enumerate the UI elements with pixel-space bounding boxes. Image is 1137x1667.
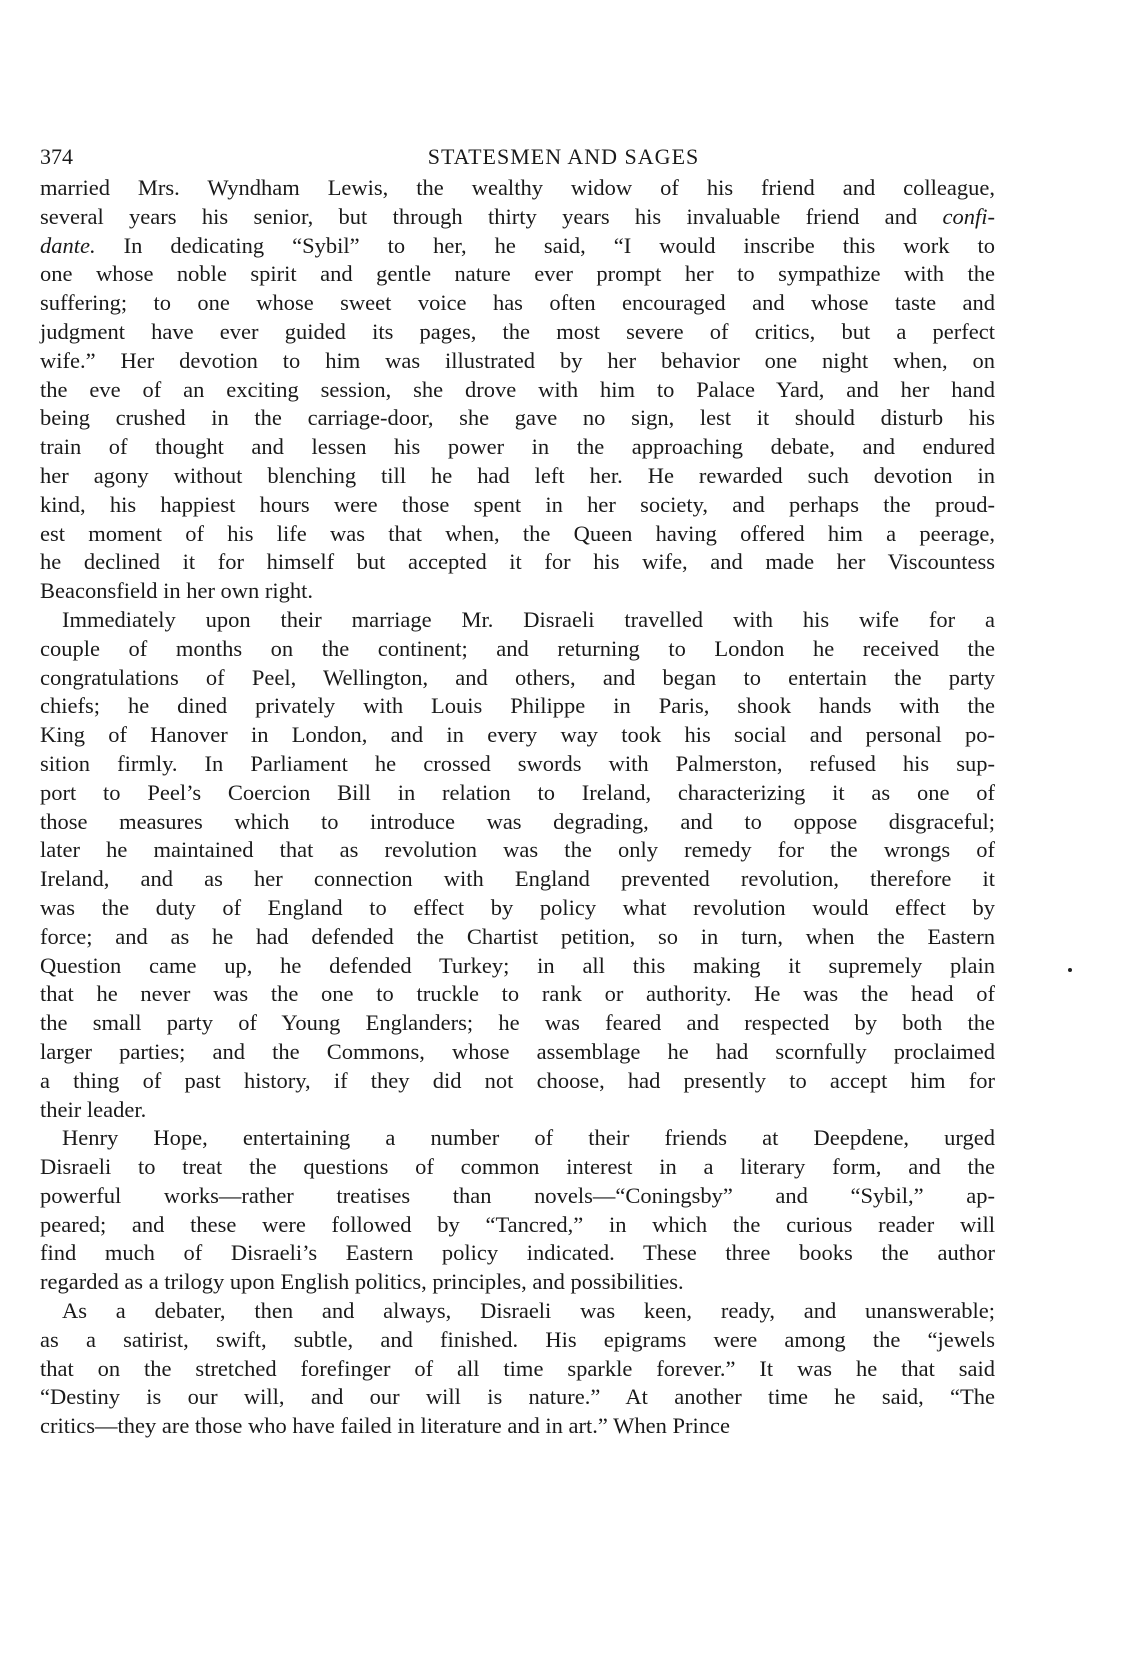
paragraph: [40, 174, 995, 606]
text-segment: regarded as a trilogy upon English politics, principles, and possibilities.: [40, 1269, 684, 1295]
text-line: [40, 894, 995, 923]
text-line: [40, 1153, 995, 1182]
text-segment: was the duty of England to effect by policy what revolution would effect by: [40, 894, 995, 920]
text-line: [40, 606, 995, 635]
text-segment: peared; and these were followed by “Tancred,” in which the curious reader will: [40, 1211, 995, 1237]
text-segment: that he never was the one to truckle to rank or authority. He was the head of: [40, 981, 995, 1007]
text-segment: several years his senior, but through thirty years his invaluable friend and: [40, 203, 943, 229]
text-line: [40, 462, 995, 491]
text-line: [40, 260, 995, 289]
text-line: [40, 1182, 995, 1211]
text-segment: As a debater, then and always, Disraeli was keen, ready, and unanswerable;: [62, 1298, 995, 1324]
text-segment: Beaconsfield in her own right.: [40, 578, 314, 604]
text-line: [40, 1009, 995, 1038]
italic-text: dante.: [40, 232, 96, 258]
text-line: [40, 664, 995, 693]
text-line: [40, 232, 995, 261]
text-line: [40, 635, 995, 664]
paragraph: [40, 606, 995, 1124]
text-line: [40, 1038, 995, 1067]
text-line: [40, 952, 995, 981]
text-segment: couple of months on the continent; and returning to London he received the: [40, 635, 995, 661]
running-title-text: STATESMEN AND SAGES: [427, 144, 700, 169]
text-segment: that on the stretched forefinger of all time sparkle forever.” It was he that said: [40, 1355, 995, 1381]
text-line: [40, 203, 995, 232]
text-line: [40, 779, 995, 808]
text-segment: those measures which to introduce was degrading, and to oppose disgraceful;: [40, 808, 995, 834]
text-line: [40, 520, 995, 549]
running-title: [0, 144, 1137, 170]
text-segment: King of Hanover in London, and in every way took his social and personal po-: [40, 722, 995, 748]
text-line: [40, 1412, 995, 1441]
text-line: [40, 376, 995, 405]
text-line: [40, 404, 995, 433]
text-line: [40, 1239, 995, 1268]
text-line: [40, 174, 995, 203]
text-line: [40, 1124, 995, 1153]
text-segment: port to Peel’s Coercion Bill in relation to Ireland, characterizing it as one of: [40, 779, 995, 805]
text-line: [40, 808, 995, 837]
text-segment: Disraeli to treat the questions of common interest in a literary form, and the: [40, 1154, 995, 1180]
text-line: [40, 865, 995, 894]
text-segment: critics—they are those who have failed in literature and in art.” When Prince: [40, 1413, 730, 1439]
text-line: [40, 1355, 995, 1384]
text-segment: In dedicating “Sybil” to her, he said, “I would inscribe this work to: [95, 232, 995, 258]
scan-speck: [1068, 968, 1072, 972]
text-segment: sition firmly. In Parliament he crossed swords with Palmerston, refused his sup-: [40, 750, 995, 776]
text-line: [40, 721, 995, 750]
text-segment: force; and as he had defended the Chartist petition, so in turn, when the Eastern: [40, 923, 995, 949]
text-segment: est moment of his life was that when, the Queen having offered him a peerage,: [40, 520, 995, 546]
text-segment: a thing of past history, if they did not choose, had presently to accept him for: [40, 1067, 995, 1093]
text-segment: the eve of an exciting session, she drove with him to Palace Yard, and her hand: [40, 376, 995, 402]
text-segment: Question came up, he defended Turkey; in all this making it supremely plain: [40, 952, 995, 978]
text-segment: find much of Disraeli’s Eastern policy indicated. These three books the author: [40, 1240, 995, 1266]
text-segment: the small party of Young Englanders; he was feared and respected by both the: [40, 1010, 995, 1036]
text-line: [40, 289, 995, 318]
text-segment: one whose noble spirit and gentle nature ever prompt her to sympathize with the: [40, 261, 995, 287]
paragraph: [40, 1124, 995, 1297]
text-segment: judgment have ever guided its pages, the most severe of critics, but a perfect: [40, 318, 995, 344]
text-segment: married Mrs. Wyndham Lewis, the wealthy widow of his friend and colleague,: [40, 175, 995, 200]
paragraph: [40, 1297, 995, 1441]
italic-text: confi-: [942, 203, 995, 229]
text-line: [40, 923, 995, 952]
page-number: 374: [40, 144, 73, 169]
text-line: [40, 1326, 995, 1355]
text-line: [40, 750, 995, 779]
text-segment: Immediately upon their marriage Mr. Disraeli travelled with his wife for a: [62, 606, 995, 632]
text-segment: train of thought and lessen his power in the approaching debate, and endured: [40, 434, 995, 460]
text-segment: as a satirist, swift, subtle, and finished. His epigrams were among the “jewels: [40, 1326, 995, 1352]
text-line: [40, 577, 995, 606]
text-segment: suffering; to one whose sweet voice has often encouraged and whose taste and: [40, 290, 995, 316]
text-line: [40, 433, 995, 462]
text-segment: being crushed in the carriage-door, she gave no sign, lest it should disturb his: [40, 405, 995, 431]
text-segment: congratulations of Peel, Wellington, and others, and began to entertain the party: [40, 664, 995, 690]
text-line: [40, 548, 995, 577]
text-segment: wife.” Her devotion to him was illustrated by her behavior one night when, on: [40, 347, 995, 373]
text-segment: Henry Hope, entertaining a number of their friends at Deepdene, urged: [62, 1125, 995, 1151]
text-segment: “Destiny is our will, and our will is nature.” At another time he said, “The: [40, 1384, 995, 1410]
text-segment: he declined it for himself but accepted it for his wife, and made her Viscountess: [40, 549, 995, 575]
text-segment: kind, his happiest hours were those spent in her society, and perhaps the proud-: [40, 491, 995, 517]
text-line: [40, 491, 995, 520]
text-segment: later he maintained that as revolution was the only remedy for the wrongs of: [40, 837, 995, 863]
body-text: [40, 174, 995, 1441]
text-segment: her agony without blenching till he had left her. He rewarded such devotion in: [40, 462, 995, 488]
text-line: [40, 1268, 995, 1297]
text-line: [40, 347, 995, 376]
text-line: [40, 1297, 995, 1326]
text-line: [40, 1096, 995, 1125]
text-segment: powerful works—rather treatises than novels—“Coningsby” and “Sybil,” ap-: [40, 1182, 995, 1208]
text-line: [40, 1211, 995, 1240]
text-segment: chiefs; he dined privately with Louis Philippe in Paris, shook hands with the: [40, 693, 995, 719]
text-line: [40, 836, 995, 865]
text-segment: their leader.: [40, 1096, 147, 1122]
text-line: [40, 1383, 995, 1412]
text-segment: Ireland, and as her connection with England prevented revolution, therefore it: [40, 866, 995, 892]
text-line: [40, 1067, 995, 1096]
text-line: [40, 692, 995, 721]
text-line: [40, 318, 995, 347]
text-segment: larger parties; and the Commons, whose assemblage he had scornfully proclaimed: [40, 1038, 995, 1064]
text-line: [40, 980, 995, 1009]
